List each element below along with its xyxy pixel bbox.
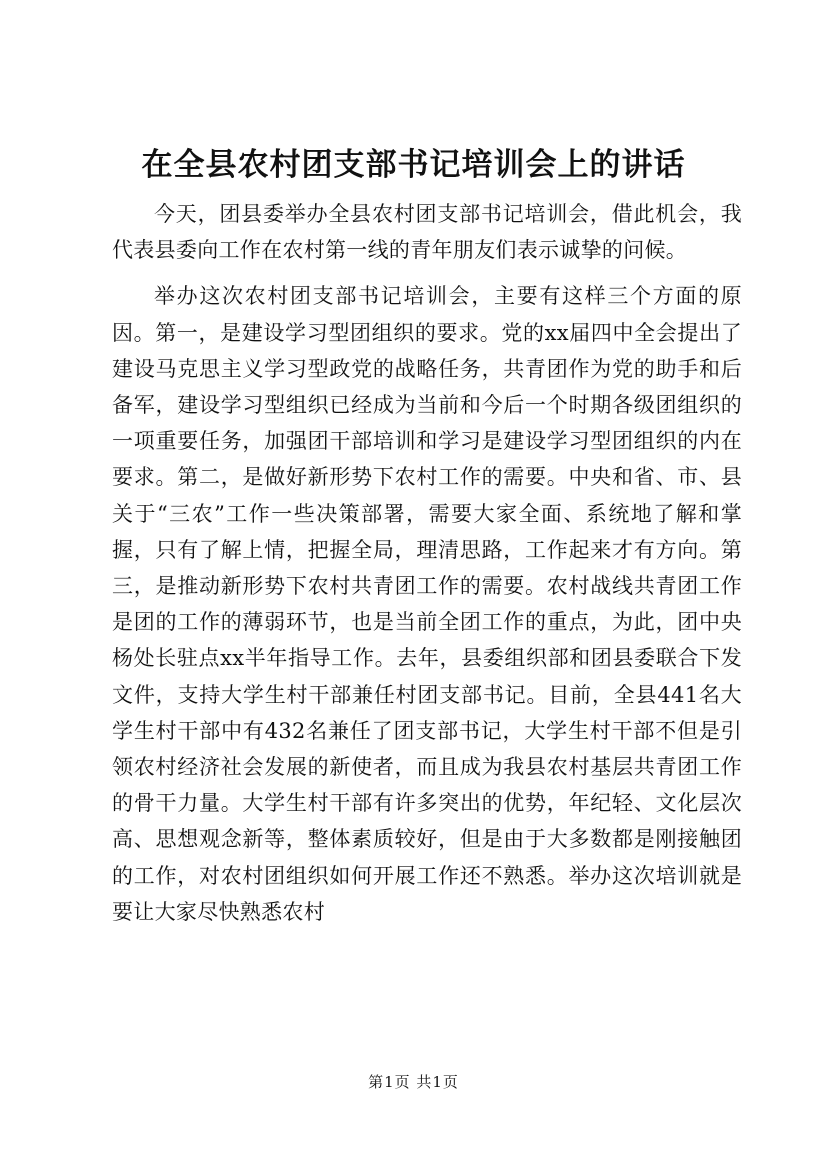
body-paragraph: 举办这次农村团支部书记培训会，主要有这样三个方面的原因。第一，是建设学习型团组织的要求。党的xx届四中全会提出了建设马克思主义学习型政党的战略任务，共青团作为党的助手和后备军，建设学习型组织已经成为当前和今后一个时期各级团组织的一项重要任务，加强团干部培训和学习是建设学习型团组织的内在要求。第二，是做好新形势下农村工作的需要。中央和省、市、县关于“三农”工作一些决策部署，需要大家全面、系统地了解和掌握，只有了解上情，把握全局，理清思路，工作起来才有方向。第三，是推动新形势下农村共青团工作的需要。农村战线共青团工作是团的工作的薄弱环节，也是当前全团工作的重点，为此，团中央杨处长驻点xx半年指导工作。去年，县委组织部和团县委联合下发文件，支持大学生村干部兼任村团支部书记。目前，全县441名大学生村干部中有432名兼任了团支部书记，大学生村干部不但是引领农村经济社会发展的新使者，而且成为我县农村基层共青团工作的骨干力量。大学生村干部有许多突出的优势，年纪轻、文化层次高、思想观念新等，整体素质较好，但是由于大多数都是刚接触团的工作，对农村团组织如何开展工作还不熟悉。举办这次培训就是要让大家尽快熟悉农村 bbox=[112, 284, 742, 924]
document-body bbox=[112, 196, 742, 930]
page-footer: 第1页 共1页 bbox=[368, 1073, 459, 1091]
document-title: 在全县农村团支部书记培训会上的讲话 bbox=[141, 147, 686, 183]
body-paragraph: 今天，团县委举办全县农村团支部书记培训会，借此机会，我代表县委向工作在农村第一线的青年朋友们表示诚挚的问候。 bbox=[112, 202, 742, 263]
